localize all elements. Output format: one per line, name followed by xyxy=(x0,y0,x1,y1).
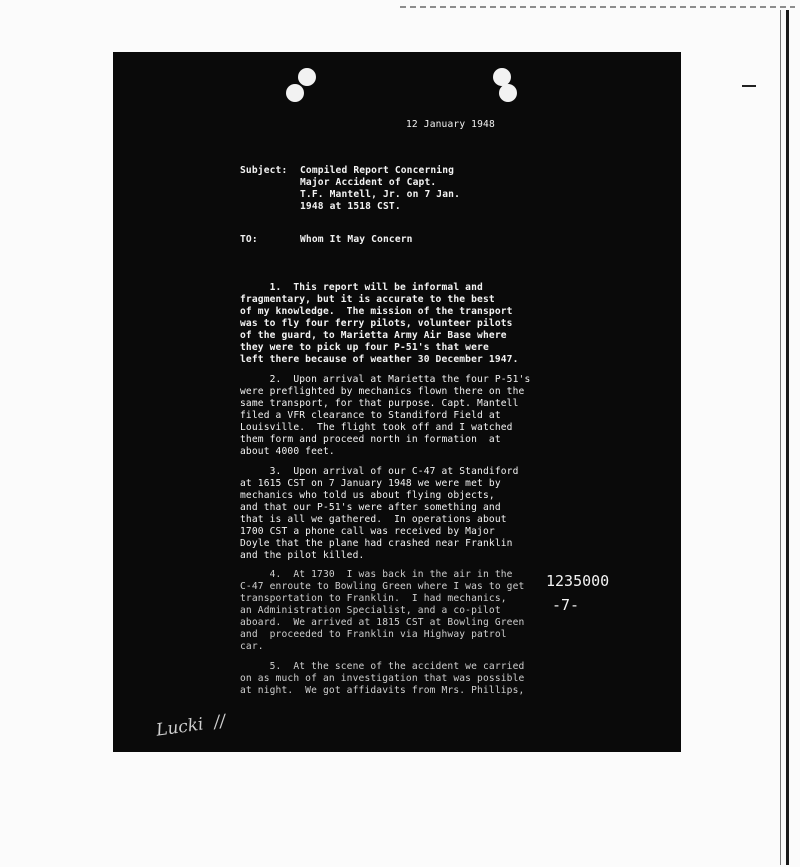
subject-line: Compiled Report Concerning xyxy=(300,165,455,176)
paragraph-line: on as much of an investigation that was possible xyxy=(240,673,525,684)
scan-frame-top xyxy=(400,6,795,8)
paragraph-line: mechanics who told us about flying objects, xyxy=(240,490,495,501)
paragraph-line: Louisville. The flight took off and I watched xyxy=(240,422,513,433)
paragraph-line: 3. Upon arrival of our C-47 at Standiford xyxy=(240,466,519,477)
paragraph-line: that is all we gathered. In operations about xyxy=(240,514,507,525)
paragraph-line: C-47 enroute to Bowling Green where I was to get xyxy=(240,581,525,592)
punch-hole-left-top xyxy=(298,68,316,86)
subject-line: 1948 at 1518 CST. xyxy=(300,201,401,212)
paragraph-line: Doyle that the plane had crashed near Franklin xyxy=(240,538,513,549)
paragraph-line: and proceeded to Franklin via Highway patrol xyxy=(240,629,507,640)
paragraph-line: and that our P-51's were after something and xyxy=(240,502,501,513)
paragraph-line: fragmentary, but it is accurate to the best xyxy=(240,294,495,305)
archive-stamp-number: 1235000 xyxy=(546,572,610,590)
scan-frame-right xyxy=(786,10,789,865)
scan-frame-right-inner xyxy=(780,10,781,865)
paragraph-line: at night. We got affidavits from Mrs. Phillips, xyxy=(240,685,525,696)
paragraph-line: 4. At 1730 I was back in the air in the xyxy=(240,569,513,580)
scan-mark xyxy=(742,85,756,87)
paragraph-line: were preflighted by mechanics flown there on the xyxy=(240,386,525,397)
subject-label: Subject: xyxy=(240,165,288,176)
paragraph-line: 2. Upon arrival at Marietta the four P-51's xyxy=(240,374,531,385)
handwritten-signature: Lucki ∕∕ xyxy=(154,711,227,741)
document-date: 12 January 1948 xyxy=(406,119,495,130)
paragraph-line: 5. At the scene of the accident we carried xyxy=(240,661,525,672)
paragraph-line: left there because of weather 30 December 1947. xyxy=(240,354,519,365)
punch-hole-left-bottom xyxy=(286,84,304,102)
paragraph-line: car. xyxy=(240,641,264,652)
paragraph-line: of the guard, to Marietta Army Air Base where xyxy=(240,330,507,341)
to-label: TO: xyxy=(240,234,258,245)
paragraph-line: about 4000 feet. xyxy=(240,446,335,457)
paragraph-line: 1. This report will be informal and xyxy=(240,282,483,293)
paragraph-line: filed a VFR clearance to Standiford Field at xyxy=(240,410,501,421)
paragraph-line: aboard. We arrived at 1815 CST at Bowling Green xyxy=(240,617,525,628)
punch-hole-right-bottom xyxy=(499,84,517,102)
paragraph-line: was to fly four ferry pilots, volunteer pilots xyxy=(240,318,513,329)
paragraph-line: 1700 CST a phone call was received by Major xyxy=(240,526,495,537)
paragraph-line: them form and proceed north in formation at xyxy=(240,434,501,445)
paragraph-line: they were to pick up four P-51's that were xyxy=(240,342,489,353)
paragraph-line: and the pilot killed. xyxy=(240,550,365,561)
archive-stamp-page: -7- xyxy=(552,596,580,614)
subject-line: T.F. Mantell, Jr. on 7 Jan. xyxy=(300,189,460,200)
paragraph-line: at 1615 CST on 7 January 1948 we were met by xyxy=(240,478,501,489)
paragraph-line: an Administration Specialist, and a co-pilot xyxy=(240,605,501,616)
paragraph-line: of my knowledge. The mission of the transport xyxy=(240,306,513,317)
paragraph-line: same transport, for that purpose. Capt. Mantell xyxy=(240,398,519,409)
to-value: Whom It May Concern xyxy=(300,234,413,245)
subject-line: Major Accident of Capt. xyxy=(300,177,437,188)
paragraph-line: transportation to Franklin. I had mechanics, xyxy=(240,593,507,604)
